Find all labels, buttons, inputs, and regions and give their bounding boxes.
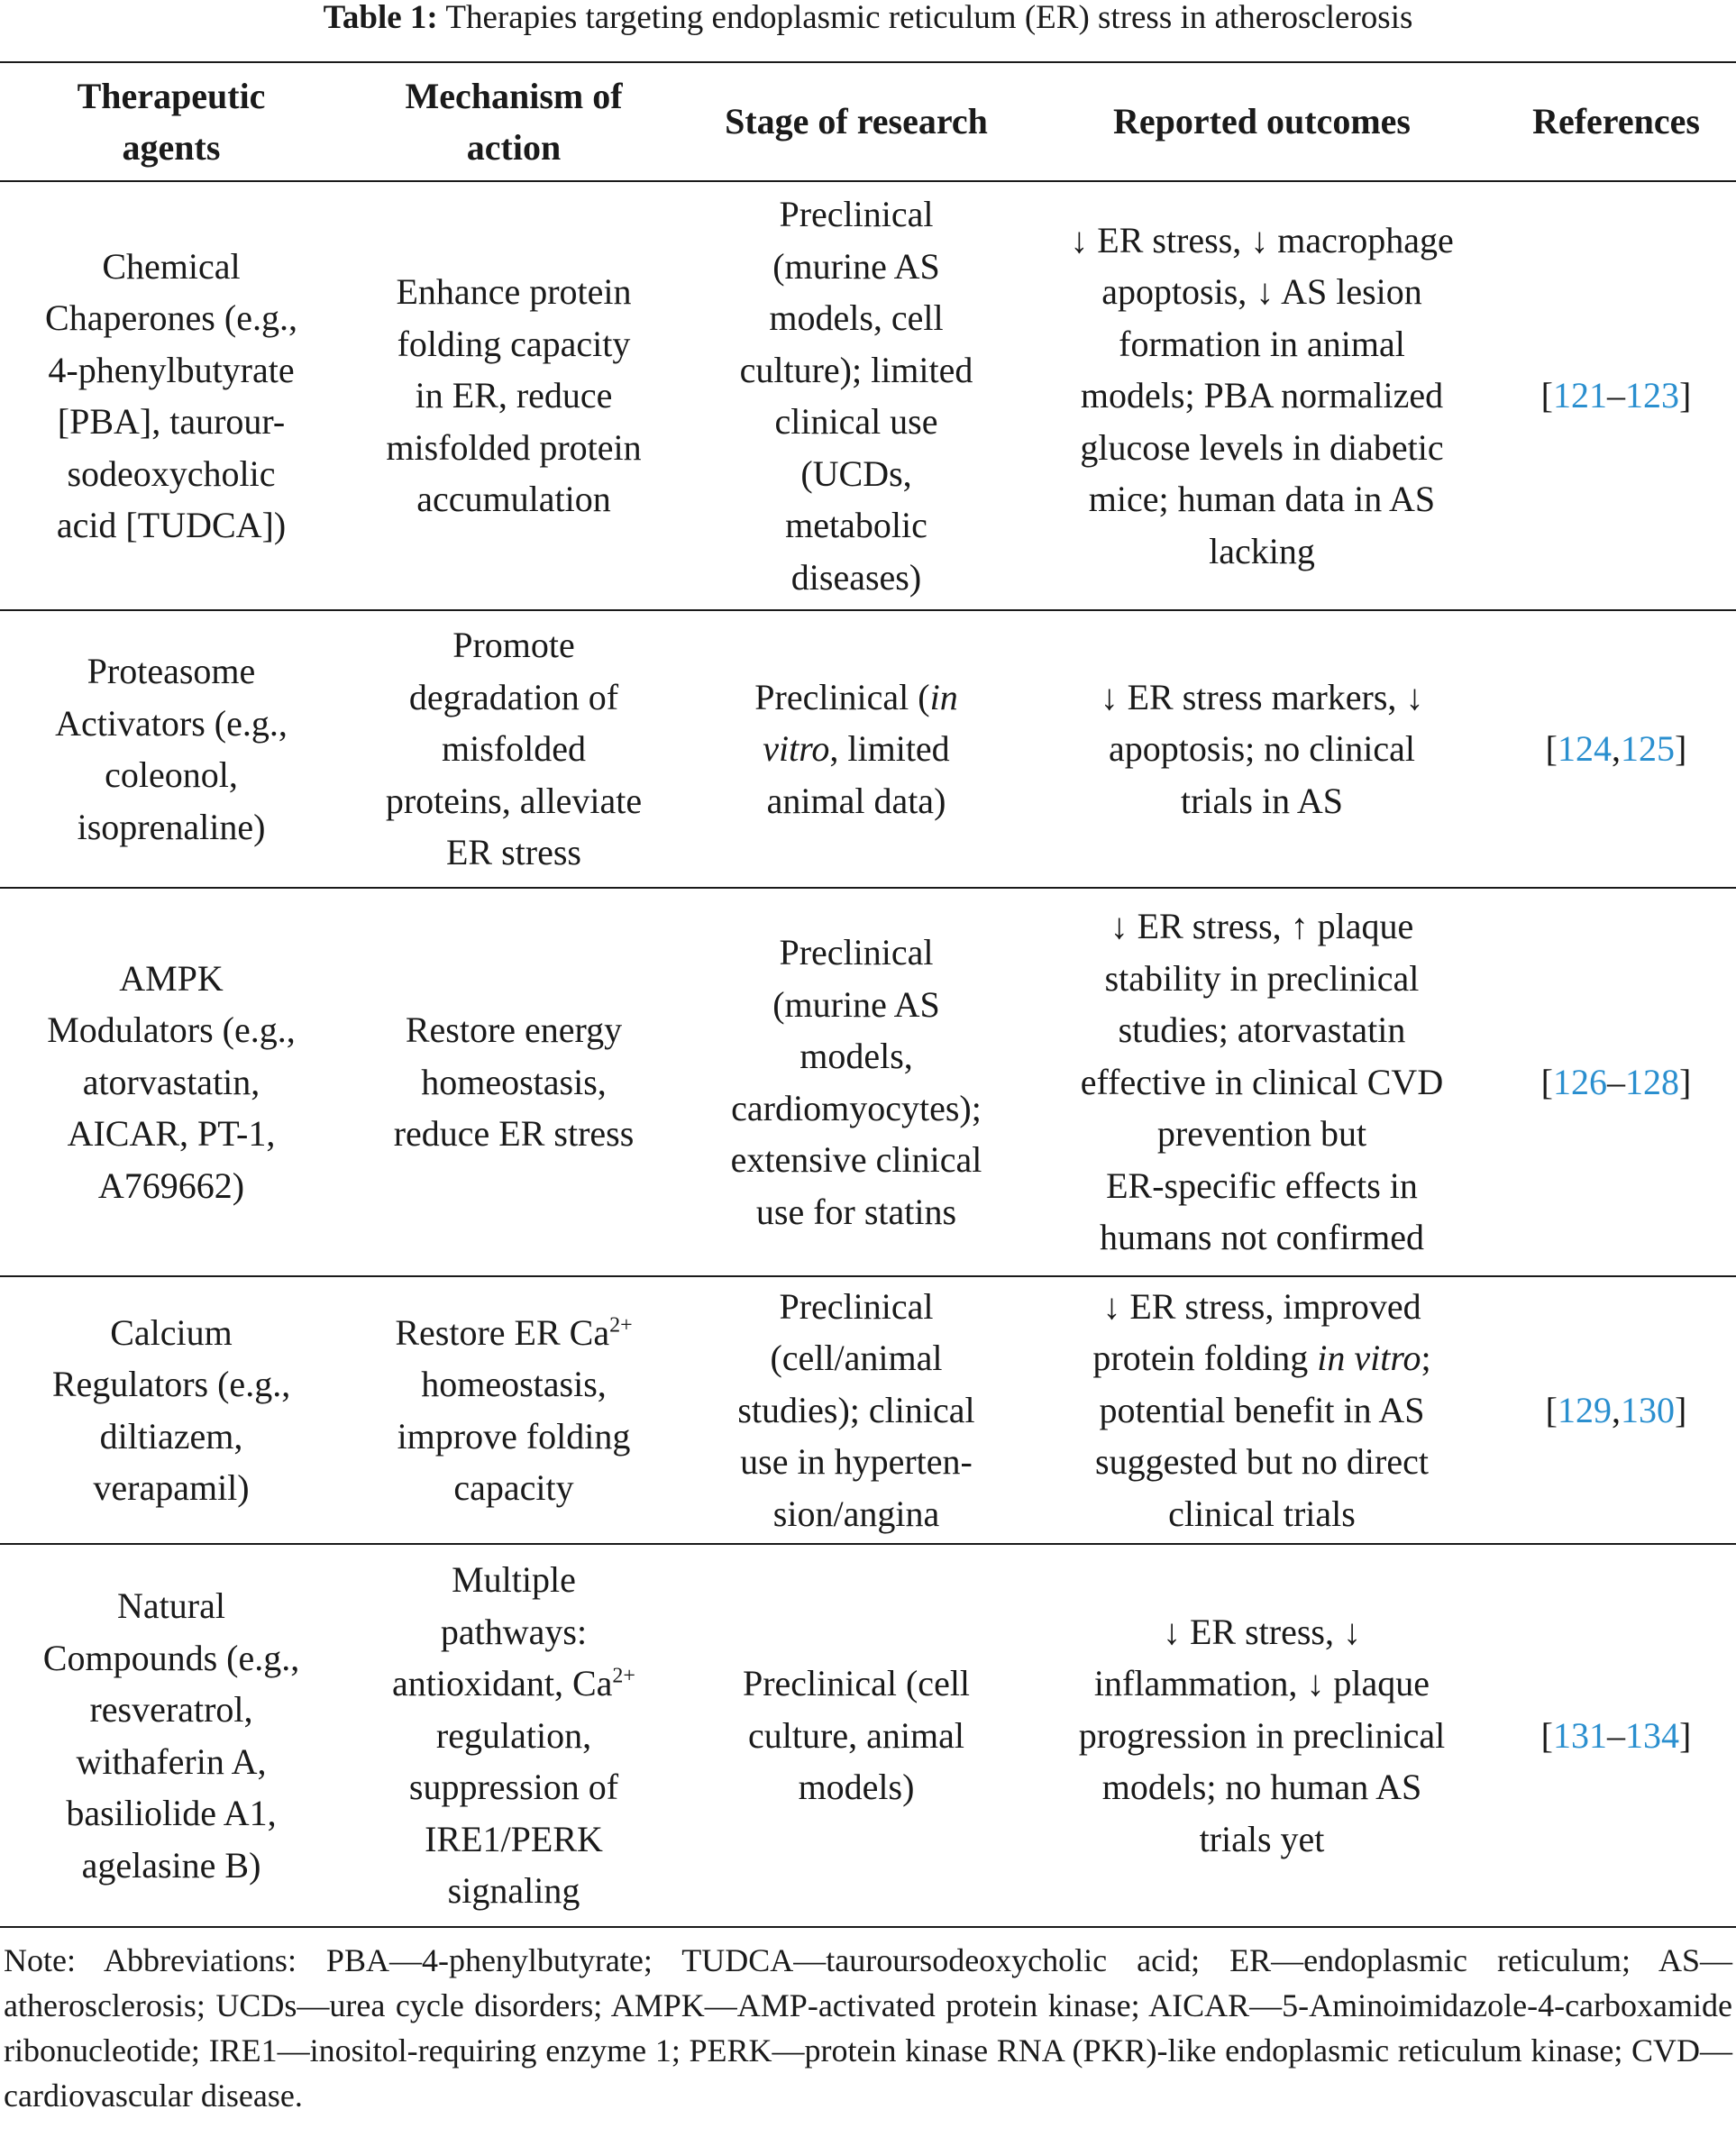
row2-outcomes: [1028, 611, 1496, 887]
cell-text: Modulators (e.g.,: [47, 1009, 296, 1051]
header-outcomes: [1028, 63, 1496, 180]
cell-text: [395, 1307, 632, 1359]
cell-text: Proteasome: [87, 651, 256, 691]
reference-link-126[interactable]: 126: [1553, 1061, 1607, 1102]
cell-text: apoptosis; no clinical: [1109, 728, 1415, 770]
cell-text: mice; human data in AS: [1088, 479, 1436, 520]
cell-text: protein folding: [1092, 1338, 1318, 1379]
cell-text: misfolded: [442, 728, 586, 770]
cell-text: proteins, alleviate: [385, 780, 643, 821]
cell-text: misfolded protein: [386, 426, 642, 468]
cell-text: clinical use: [774, 401, 938, 442]
cell-text: verapamil): [93, 1467, 250, 1508]
cell-text: studies; atorvastatin: [1118, 1009, 1406, 1051]
cell-text: AMPK: [119, 957, 224, 999]
cell-text: IRE1/PERK: [425, 1818, 603, 1859]
cell-text: effective in clinical CVD: [1080, 1061, 1444, 1102]
header-stage: [685, 63, 1028, 180]
cell-text: agents: [122, 127, 221, 168]
row5-stage: [685, 1545, 1028, 1926]
cell-text: prevention but: [1156, 1113, 1367, 1155]
cell-text: isoprenaline): [77, 806, 266, 847]
row4-references: [1496, 1277, 1736, 1543]
cell-text: trials in AS: [1180, 780, 1343, 821]
row4-stage: [685, 1277, 1028, 1543]
cell-text: ↓ ER stress markers, ↓: [1100, 676, 1424, 717]
cell-text: [1092, 1332, 1430, 1384]
bottom-rule: [0, 1926, 1736, 1928]
cell-text: stability in preclinical: [1104, 957, 1420, 999]
cell-text: signaling: [447, 1870, 580, 1912]
cell-text: ER stress: [446, 832, 581, 873]
row4-mechanism: [343, 1277, 685, 1543]
row1-stage: [685, 182, 1028, 609]
cell-text: diseases): [790, 556, 922, 598]
row3-stage: [685, 889, 1028, 1275]
cell-text: agelasine B): [81, 1844, 261, 1886]
row3-mechanism: [343, 889, 685, 1275]
cell-text: Preclinical: [779, 1285, 934, 1327]
cell-text: capacity: [453, 1467, 574, 1508]
row2-agents: [0, 611, 343, 887]
cell-text: ;: [1421, 1338, 1431, 1379]
cell-text: improve folding: [397, 1415, 631, 1457]
cell-text: withaferin A,: [76, 1740, 267, 1782]
cell-text: Preclinical: [779, 194, 934, 234]
cell-text: in ER, reduce: [415, 375, 613, 416]
cell-text: [: [1540, 1061, 1553, 1102]
cell-text: Compounds (e.g.,: [42, 1637, 300, 1678]
reference-link-123[interactable]: 123: [1625, 375, 1679, 416]
reference-link-134[interactable]: 134: [1625, 1714, 1679, 1756]
cell-text: Enhance protein: [396, 271, 632, 313]
cell-text: animal data): [766, 780, 946, 821]
reference-link-124[interactable]: 124: [1558, 728, 1612, 770]
cell-text: A769662): [97, 1164, 245, 1206]
cell-text: potential benefit in AS: [1099, 1389, 1425, 1430]
cell-text: [754, 671, 957, 724]
cell-text: degradation of: [408, 676, 619, 717]
cell-text: sion/angina: [772, 1493, 940, 1534]
cell-text: Preclinical (cell: [742, 1663, 971, 1704]
cell-text: Preclinical: [779, 932, 934, 973]
cell-text: sodeoxycholic: [67, 452, 276, 494]
cell-text: models): [798, 1767, 915, 1808]
cell-text: Mechanism of: [405, 75, 623, 116]
cell-text: apoptosis, ↓ AS lesion: [1101, 271, 1422, 313]
cell-text: Activators (e.g.,: [55, 702, 288, 744]
cell-text: [754, 723, 957, 775]
cell-text: culture, animal: [748, 1714, 964, 1756]
cell-text: Restore energy: [405, 1009, 623, 1051]
reference-link-131[interactable]: 131: [1553, 1714, 1607, 1756]
cell-text: Natural: [117, 1585, 225, 1626]
cell-text: ER-specific effects in: [1106, 1164, 1418, 1206]
cell-text: ]: [1679, 1061, 1692, 1102]
cell-text: antioxidant, Ca: [392, 1663, 613, 1704]
cell-text: ↓ ER stress, ↑ plaque: [1110, 906, 1414, 947]
cell-text: use for statins: [755, 1191, 957, 1232]
cell-text: [: [1540, 1714, 1553, 1756]
row1-outcomes: [1028, 182, 1496, 609]
cell-text: clinical trials: [1168, 1493, 1356, 1534]
cell-text: ]: [1679, 375, 1692, 416]
cell-text: models, cell: [769, 297, 944, 338]
cell-text: reduce ER stress: [393, 1113, 635, 1155]
cell-text: in: [929, 676, 958, 717]
cell-text: vitro: [763, 728, 830, 770]
row3-outcomes: [1028, 889, 1496, 1275]
cell-text: models; PBA normalized: [1080, 375, 1444, 416]
row5-mechanism: [343, 1545, 685, 1926]
row3-references: [1496, 889, 1736, 1275]
cell-text: extensive clinical: [730, 1139, 982, 1180]
cell-text: Regulators (e.g.,: [51, 1364, 291, 1404]
header-references: [1496, 63, 1736, 180]
cell-text: use in hyperten-: [740, 1441, 973, 1483]
reference-link-125[interactable]: 125: [1621, 728, 1675, 770]
cell-text: [: [1545, 728, 1558, 770]
cell-text: Chaperones (e.g.,: [45, 297, 297, 338]
cell-text: Restore ER Ca: [395, 1311, 610, 1353]
row4-outcomes: [1028, 1277, 1496, 1543]
cell-text: models,: [799, 1036, 913, 1076]
cell-text: Chemical: [102, 245, 241, 287]
row2-stage: [685, 611, 1028, 887]
cell-text: ↓ ER stress, ↓ macrophage: [1070, 219, 1454, 260]
cell-text: [PBA], taurour-: [57, 401, 286, 442]
cell-text: atorvastatin,: [82, 1061, 260, 1102]
cell-text: suppression of: [408, 1767, 619, 1808]
cell-text: 2+: [609, 1313, 633, 1338]
cell-text: (cell/animal: [770, 1338, 943, 1379]
cell-text: AICAR, PT-1,: [67, 1113, 276, 1155]
table-caption: [0, 2, 1736, 34]
table-note: Note: Abbreviations: PBA—4-phenylbutyrate; TUDCA—tauroursodeoxycholic acid; ER—endoplasmic reticulum; AS—atherosclerosis; UCDs—urea cycle disorders; AMPK—AMP-activated protein kinase; AICAR—5-Aminoimidazole-4-carboxamide ribonucleotide; IRE1—inositol-requiring enzyme 1; PERK—protein kinase RNA (PKR)-like endoplasmic reticulum kinase; CVD—cardiovascular disease.: [4, 1942, 1732, 2114]
cell-text: [: [1545, 1389, 1558, 1430]
cell-text: diltiazem,: [99, 1415, 243, 1457]
cell-text: [392, 1658, 635, 1710]
cell-text: , limited: [829, 728, 950, 770]
cell-text: [: [1540, 375, 1553, 416]
cell-text: progression in preclinical: [1078, 1714, 1446, 1756]
cell-text: culture); limited: [739, 349, 973, 390]
cell-text: ,: [1612, 1389, 1621, 1430]
cell-text: –: [1607, 375, 1625, 416]
cell-text: in vitro: [1317, 1338, 1421, 1379]
row2-references: [1496, 611, 1736, 887]
cell-text: (murine AS: [772, 983, 940, 1025]
reference-link-128[interactable]: 128: [1625, 1061, 1679, 1102]
cell-text: regulation,: [435, 1714, 592, 1756]
row2-mechanism: [343, 611, 685, 887]
row5-outcomes: [1028, 1545, 1496, 1926]
cell-text: ]: [1679, 1714, 1692, 1756]
cell-text: ↓ ER stress, ↓: [1162, 1611, 1361, 1652]
cell-text: formation in animal: [1119, 323, 1405, 364]
cell-text: action: [466, 127, 562, 168]
cell-text: studies); clinical: [737, 1389, 975, 1430]
cell-text: trials yet: [1199, 1818, 1325, 1859]
header-mechanism: [343, 63, 685, 180]
cell-text: Therapeutic: [77, 75, 266, 116]
cell-text: resveratrol,: [89, 1689, 253, 1730]
row5-references: [1496, 1545, 1736, 1926]
cell-text: models; no human AS: [1101, 1767, 1422, 1808]
cell-text: inflammation, ↓ plaque: [1093, 1663, 1430, 1704]
cell-text: humans not confirmed: [1100, 1217, 1424, 1258]
cell-text: Multiple: [452, 1559, 576, 1601]
cell-text: glucose levels in diabetic: [1080, 426, 1444, 468]
cell-text: Reported outcomes: [1113, 101, 1411, 142]
cell-text: References: [1532, 101, 1700, 142]
cell-text: metabolic: [785, 505, 927, 545]
cell-text: Promote: [452, 625, 575, 666]
cell-text: coleonol,: [105, 754, 238, 795]
cell-text: 2+: [612, 1664, 635, 1688]
row1-references: [1496, 182, 1736, 609]
caption-label: Table 1:: [323, 0, 438, 36]
cell-text: homeostasis,: [421, 1364, 607, 1404]
row1-mechanism: [343, 182, 685, 609]
row5-agents: [0, 1545, 343, 1926]
header-therapeutic-agents: [0, 63, 343, 180]
reference-link-129[interactable]: 129: [1558, 1389, 1612, 1430]
row1-agents: [0, 182, 343, 609]
reference-link-121[interactable]: 121: [1553, 375, 1607, 416]
cell-text: acid [TUDCA]): [56, 505, 287, 545]
cell-text: homeostasis,: [421, 1061, 607, 1102]
cell-text: ]: [1675, 728, 1687, 770]
cell-text: Preclinical (: [754, 676, 930, 717]
cell-text: ]: [1675, 1389, 1687, 1430]
cell-text: Stage of research: [725, 101, 988, 142]
caption-text: Therapies targeting endoplasmic reticulum (ER) stress in atherosclerosis: [445, 0, 1413, 36]
cell-text: cardiomyocytes);: [731, 1087, 982, 1128]
row4-agents: [0, 1277, 343, 1543]
cell-text: –: [1607, 1714, 1625, 1756]
cell-text: accumulation: [416, 479, 611, 520]
cell-text: (UCDs,: [800, 452, 912, 494]
cell-text: lacking: [1209, 530, 1315, 571]
cell-text: folding capacity: [397, 323, 631, 364]
row3-agents: [0, 889, 343, 1275]
cell-text: ,: [1612, 728, 1621, 770]
cell-text: Calcium: [110, 1311, 233, 1353]
reference-link-130[interactable]: 130: [1621, 1389, 1675, 1430]
cell-text: pathways:: [440, 1611, 588, 1652]
cell-text: basiliolide A1,: [66, 1793, 277, 1833]
cell-text: (murine AS: [772, 245, 940, 287]
cell-text: –: [1607, 1061, 1625, 1102]
cell-text: suggested but no direct: [1095, 1441, 1429, 1483]
cell-text: ↓ ER stress, improved: [1102, 1285, 1421, 1327]
cell-text: 4-phenylbutyrate: [48, 349, 295, 390]
